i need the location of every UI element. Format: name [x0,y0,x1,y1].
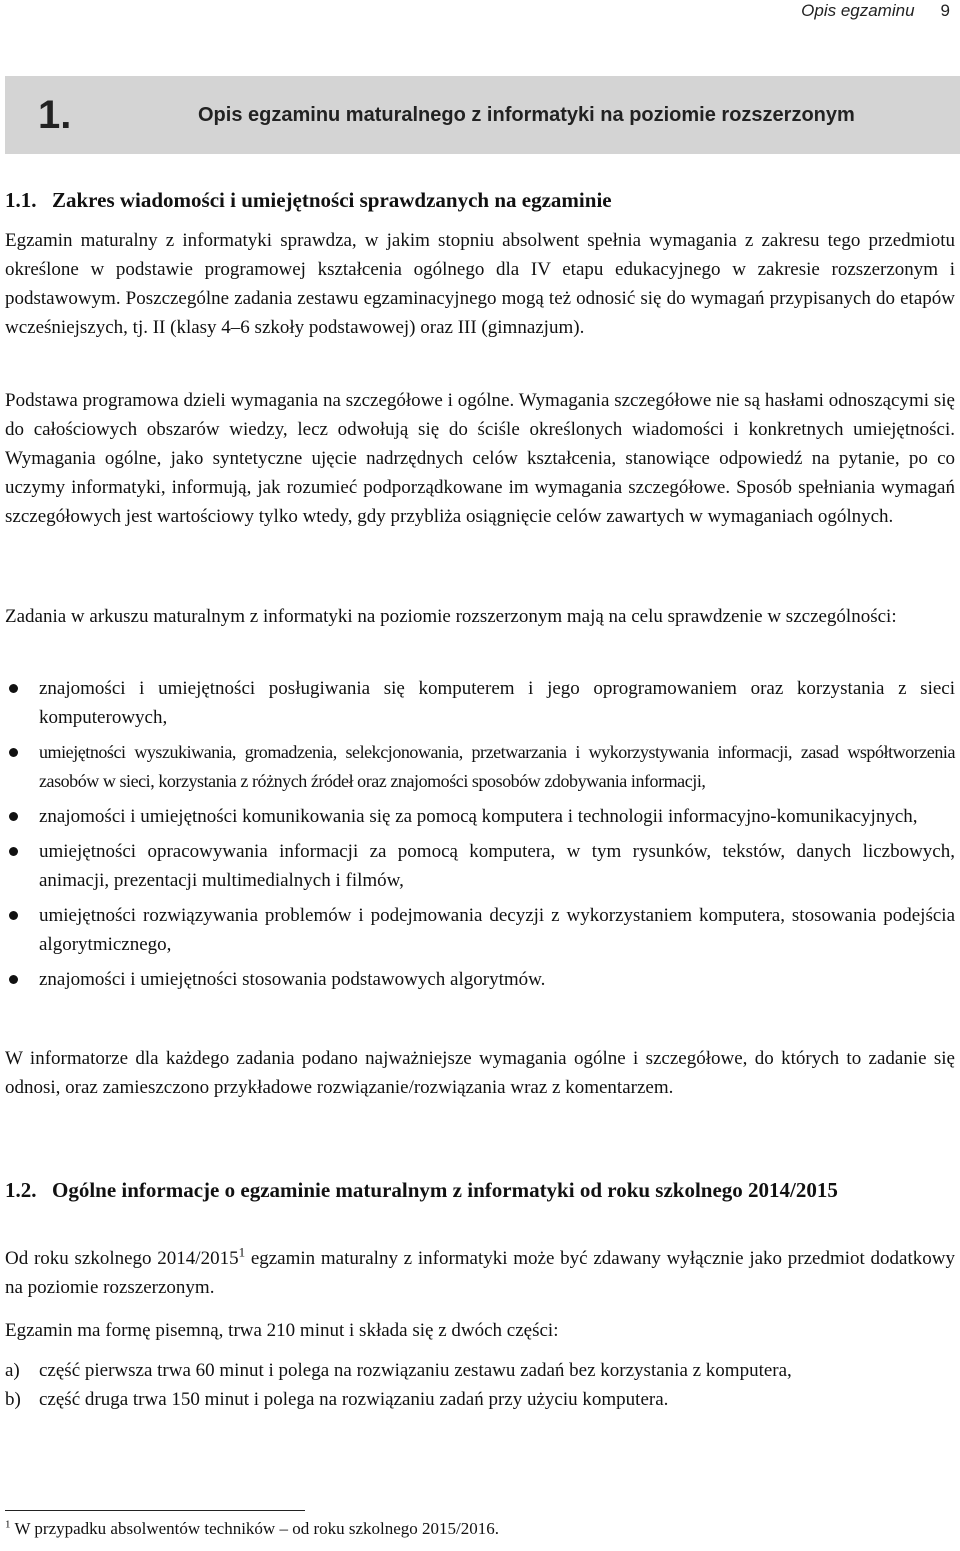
bullet-icon [9,911,18,920]
list-marker: a) [5,1360,20,1381]
bullet-icon [9,847,18,856]
footnote-divider [5,1510,305,1511]
section-2-heading [5,1176,955,1205]
section-2-paragraph-2: Egzamin ma formę pisemną, trwa 210 minut i składa się z dwóch części: [5,1320,559,1341]
chapter-number: 1. [38,93,72,137]
list-marker: b) [5,1389,21,1410]
section-2-paragraph-1 [5,1244,955,1302]
footnote-mark: 1 [5,1518,11,1531]
list-item [5,802,955,831]
list-item [5,1385,955,1414]
list-item-text: umiejętności wyszukiwania, gromadzenia, selekcjonowania, przetwarzania i wykorzystywania informacji, zasad współtworzenia zasobów w sieci, korzystania z różnych źródeł oraz znajomości sposobów zdobywania informacji, [39,742,955,791]
chapter-title: Opis egzaminu maturalnego z informatyki na poziomie rozszerzonym [198,104,855,126]
list-item-text: znajomości i umiejętności stosowania podstawowych algorytmów. [39,969,546,990]
bullet-icon [9,812,18,821]
bullet-icon [9,748,18,757]
section-1-paragraph-3: Zadania w arkuszu maturalnym z informatyki na poziomie rozszerzonym mają na celu sprawdzenie w szczególności: [5,606,897,627]
list-item-text: część druga trwa 150 minut i polega na rozwiązaniu zadań przy użyciu komputera. [39,1389,669,1410]
running-head-title: Opis egzaminu [801,1,915,20]
list-item-text: umiejętności rozwiązywania problemów i podejmowania decyzji z wykorzystaniem komputera, stosowania podejścia algorytmicznego, [39,905,955,955]
list-item [5,674,955,732]
section-2-title: Ogólne informacje o egzaminie maturalnym z informatyki od roku szkolnego 2014/2015 [52,1178,838,1202]
footnote-text: W przypadku absolwentów techników – od roku szkolnego 2015/2016. [10,1519,500,1538]
bullet-icon [9,975,18,984]
list-item-text: część pierwsza trwa 60 minut i polega na rozwiązaniu zestawu zadań bez korzystania z komputera, [39,1360,792,1381]
page-number: 9 [940,1,950,20]
section-1-number: 1.1. [5,188,37,212]
running-head [801,0,950,22]
skills-list [5,674,955,994]
list-item [5,1356,955,1385]
list-item-text: umiejętności opracowywania informacji za pomocą komputera, w tym rysunków, tekstów, danych liczbowych, animacji, prezentacji multimedialnych i filmów, [39,841,955,891]
exam-parts-list [5,1356,955,1414]
section-2-number: 1.2. [5,1178,37,1202]
section-1-paragraph-1: Egzamin maturalny z informatyki sprawdza, w jakim stopniu absolwent spełnia wymagania z zakresu tego przedmiotu określone w podstawie programowej kształcenia ogólnego dla IV etapu edukacyjnego w zakresie rozszerzonym i podstawowym. Poszczególne zadania zestawu egzaminacyjnego mogą też odnosić się do wymagań przypisanych do etapów wcześniejszych, tj. II (klasy 4–6 szkoły podstawowej) oraz III (gimnazjum). [5,230,955,338]
section-1-paragraph-4: W informatorze dla każdego zadania podano najważniejsze wymagania ogólne i szczegółowe, do których to zadanie się odnosi, oraz zamieszczono przykładowe rozwiązanie/rozwiązania wraz z komentarzem. [5,1048,955,1098]
list-item-text: znajomości i umiejętności komunikowania się za pomocą komputera i technologii informacyjno-komunikacyjnych, [39,806,918,827]
footnote-reference: 1 [238,1244,246,1260]
list-item-text: znajomości i umiejętności posługiwania się komputerem i jego oprogramowaniem oraz korzystania z sieci komputerowych, [39,678,955,728]
list-item [5,901,955,959]
section-1-heading [5,186,955,215]
list-item [5,738,955,796]
bullet-icon [9,684,18,693]
footnote [5,1517,499,1541]
paragraph-text-start: Od roku szkolnego 2014/2015 [5,1248,239,1269]
paragraph-text-end: egzamin maturalny z informatyki może być zdawany wyłącznie jako przedmiot dodatkowy na poziomie rozszerzonym. [5,1248,955,1298]
section-1-paragraph-2: Podstawa programowa dzieli wymagania na szczegółowe i ogólne. Wymagania szczegółowe nie są hasłami odnoszącymi się do całościowych obszarów wiedzy, lecz odwołują się do ściśle określonych wiadomości i konkretnych umiejętności. Wymagania ogólne, jako syntetyczne ujęcie nadrzędnych celów kształcenia, stanowiące odpowiedź na pytanie, po co uczymy informatyki, informują, jak rozumieć podporządkowane im wymagania szczegółowe. Sposób spełniania wymagań szczegółowych jest wartościowy tylko wtedy, gdy przybliża osiągnięcie celów zawartych w wymaganiach ogólnych. [5,390,955,527]
chapter-banner [5,76,960,154]
section-1-title: Zakres wiadomości i umiejętności sprawdzanych na egzaminie [52,188,612,212]
list-item [5,837,955,895]
list-item [5,965,955,994]
